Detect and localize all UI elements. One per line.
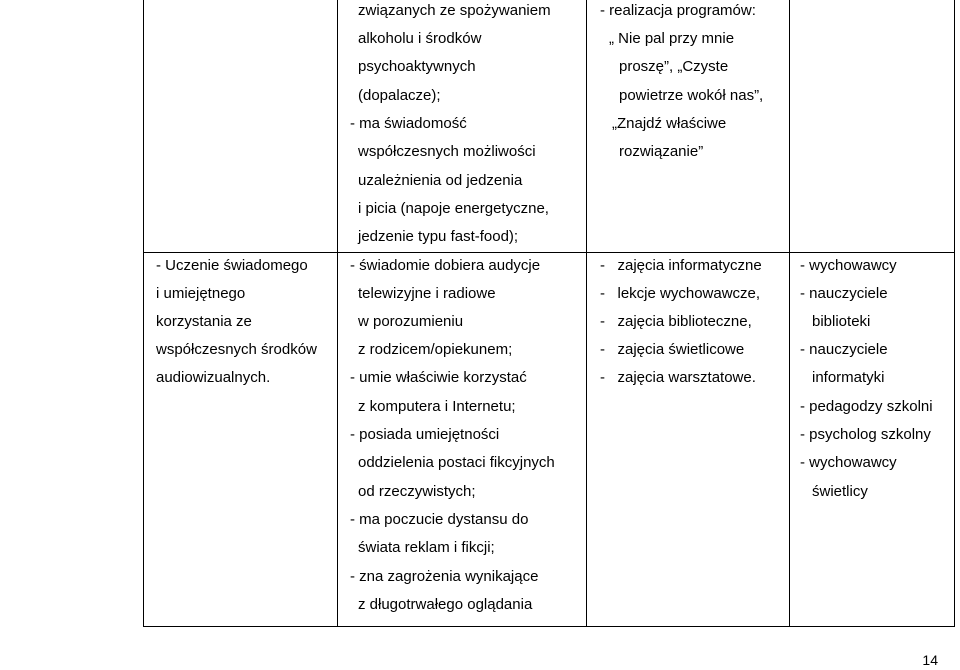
table-border-col2 xyxy=(586,0,587,627)
text-line: i picia (napoje energetyczne, xyxy=(358,200,549,217)
text-line: uzależnienia od jedzenia xyxy=(358,172,523,189)
text-line: - realizacja programów: xyxy=(600,2,756,19)
table-border-col1 xyxy=(337,0,338,627)
text-line: - zajęcia biblioteczne, xyxy=(600,313,752,330)
table-row-divider xyxy=(143,252,955,253)
text-line: - zajęcia świetlicowe xyxy=(600,341,745,358)
text-line: - umie właściwie korzystać xyxy=(350,369,527,386)
table-border-right xyxy=(954,0,955,627)
text-line: w porozumieniu xyxy=(358,313,464,330)
text-line: świata reklam i fikcji; xyxy=(358,539,495,556)
text-line: psychoaktywnych xyxy=(358,58,476,75)
text-line: korzystania ze xyxy=(156,313,252,330)
text-line: i umiejętnego xyxy=(156,285,246,302)
text-line: telewizyjne i radiowe xyxy=(358,285,496,302)
text-line: „Znajdź właściwe xyxy=(612,115,727,132)
text-line: - nauczyciele xyxy=(800,285,888,302)
text-line: - zna zagrożenia wynikające xyxy=(350,568,539,585)
text-line: - wychowawcy xyxy=(800,257,897,274)
text-line: - psycholog szkolny xyxy=(800,426,931,443)
text-line: - świadomie dobiera audycje xyxy=(350,257,541,274)
table-border-bottom xyxy=(143,626,955,627)
text-line: - pedagodzy szkolni xyxy=(800,398,933,415)
text-line: od rzeczywistych; xyxy=(358,483,476,500)
text-line: z rodzicem/opiekunem; xyxy=(358,341,513,358)
text-line: informatyki xyxy=(812,369,885,386)
text-line: alkoholu i środków xyxy=(358,30,482,47)
table-border-col3 xyxy=(789,0,790,627)
text-line: - lekcje wychowawcze, xyxy=(600,285,761,302)
text-line: powietrze wokół nas”, xyxy=(619,87,764,104)
text-line: - zajęcia warsztatowe. xyxy=(600,369,756,386)
text-line: świetlicy xyxy=(812,483,868,500)
text-line: „ Nie pal przy mnie xyxy=(609,30,735,47)
text-line: - ma świadomość xyxy=(350,115,467,132)
text-line: rozwiązanie” xyxy=(619,143,704,160)
text-line: proszę”, „Czyste xyxy=(619,58,729,75)
text-line: oddzielenia postaci fikcyjnych xyxy=(358,454,555,471)
text-line: z długotrwałego oglądania xyxy=(358,596,533,613)
text-line: jedzenie typu fast-food); xyxy=(358,228,519,245)
text-line: współczesnych środków xyxy=(156,341,317,358)
text-line: związanych ze spożywaniem xyxy=(358,2,551,19)
text-line: - posiada umiejętności xyxy=(350,426,500,443)
table-border-left xyxy=(143,0,144,627)
text-line: - ma poczucie dystansu do xyxy=(350,511,529,528)
text-line: audiowizualnych. xyxy=(156,369,271,386)
text-line: - wychowawcy xyxy=(800,454,897,471)
text-line: współczesnych możliwości xyxy=(358,143,536,160)
text-line: - nauczyciele xyxy=(800,341,888,358)
text-line: biblioteki xyxy=(812,313,871,330)
page-number: 14 xyxy=(922,652,938,668)
text-line: - zajęcia informatyczne xyxy=(600,257,762,274)
text-line: (dopalacze); xyxy=(358,87,441,104)
text-line: - Uczenie świadomego xyxy=(156,257,308,274)
text-line: z komputera i Internetu; xyxy=(358,398,516,415)
